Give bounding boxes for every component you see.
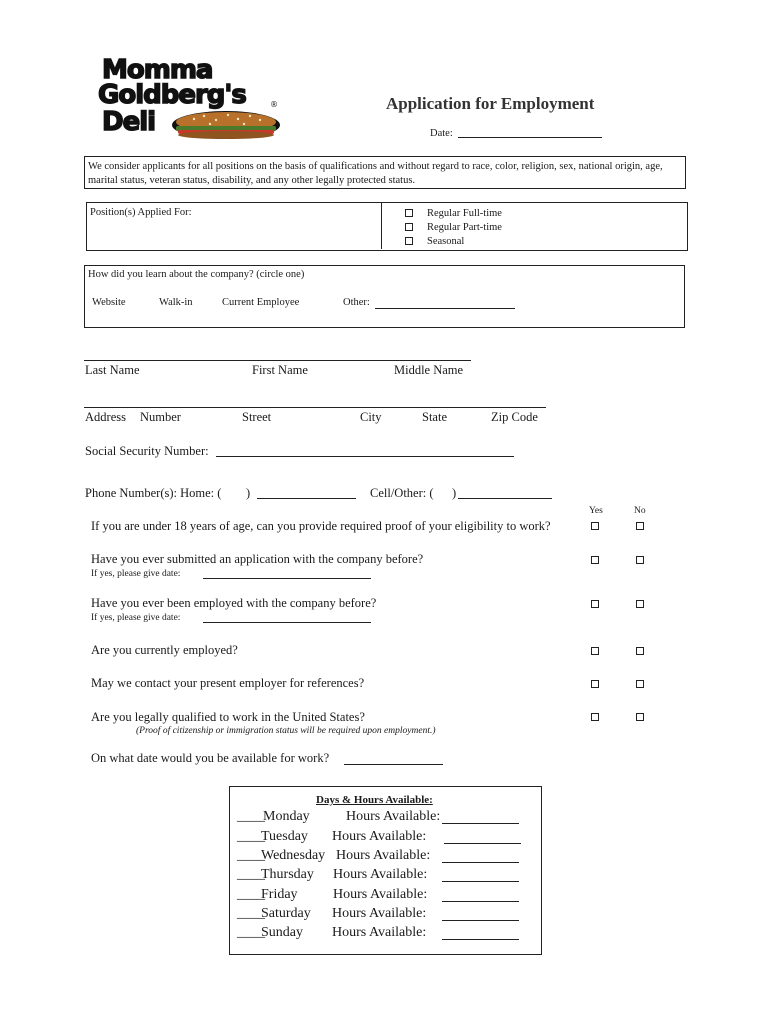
tuesday-blank[interactable]: ____ bbox=[237, 829, 265, 844]
q5-yes-checkbox[interactable] bbox=[591, 680, 599, 688]
ssn-label: Social Security Number: bbox=[85, 444, 209, 458]
q6-yes-checkbox[interactable] bbox=[591, 713, 599, 721]
fulltime-checkbox[interactable] bbox=[405, 209, 413, 217]
availability-date-question: On what date would you be available for work? bbox=[91, 751, 330, 765]
sunday-label: Sunday bbox=[261, 925, 303, 940]
question-under-18: If you are under 18 years of age, can you provide required proof of your eligibility to work? bbox=[91, 519, 551, 533]
q4-no-checkbox[interactable] bbox=[636, 647, 644, 655]
tuesday-hours-label: Hours Available: bbox=[332, 829, 427, 844]
form-title: Application for Employment bbox=[386, 94, 595, 113]
question-employed-before: Have you ever been employed with the company before? bbox=[91, 596, 377, 610]
availability-date-field[interactable] bbox=[344, 764, 443, 765]
position-divider bbox=[381, 203, 382, 249]
monday-blank[interactable]: ____ bbox=[237, 809, 265, 824]
wednesday-label: Wednesday bbox=[261, 848, 326, 863]
address-field[interactable] bbox=[84, 407, 546, 408]
citizenship-note: (Proof of citizenship or immigration status will be required upon employment.) bbox=[136, 726, 436, 736]
cell-phone-label: Cell/Other: ( bbox=[370, 486, 434, 500]
company-logo bbox=[98, 55, 283, 141]
city-label: City bbox=[360, 410, 382, 424]
seasonal-label: Seasonal bbox=[427, 236, 465, 247]
notice-text: We consider applicants for all positions on the basis of qualifications and without regard to race, color, religion, sex, national origin, age, marital status, veteran status, disability, and any other legally protected status. bbox=[88, 161, 663, 186]
q2-yes-checkbox[interactable] bbox=[591, 556, 599, 564]
wednesday-blank[interactable]: ____ bbox=[237, 848, 265, 863]
q3-yes-checkbox[interactable] bbox=[591, 600, 599, 608]
sunday-hours-label: Hours Available: bbox=[332, 925, 427, 940]
q3-date-label: If yes, please give date: bbox=[91, 613, 181, 623]
parttime-label: Regular Part-time bbox=[427, 222, 502, 233]
referral-other-field[interactable] bbox=[375, 308, 515, 309]
saturday-blank[interactable]: ____ bbox=[237, 906, 265, 921]
zip-label: Zip Code bbox=[491, 410, 538, 424]
q6-no-checkbox[interactable] bbox=[636, 713, 644, 721]
day-row-tuesday bbox=[237, 829, 427, 845]
days-hours-title: Days & Hours Available: bbox=[316, 794, 433, 806]
thursday-label: Thursday bbox=[261, 867, 314, 882]
tuesday-label: Tuesday bbox=[261, 829, 308, 844]
friday-hours-field[interactable] bbox=[442, 901, 519, 902]
date-field[interactable] bbox=[458, 137, 602, 138]
tuesday-hours-field[interactable] bbox=[444, 843, 521, 844]
fulltime-label: Regular Full-time bbox=[427, 208, 502, 219]
sunday-blank[interactable]: ____ bbox=[237, 925, 265, 940]
referral-question: How did you learn about the company? (circle one) bbox=[88, 269, 305, 280]
state-label: State bbox=[422, 410, 447, 424]
q2-no-checkbox[interactable] bbox=[636, 556, 644, 564]
name-field[interactable] bbox=[84, 360, 471, 361]
monday-label: Monday bbox=[263, 809, 310, 824]
q1-yes-checkbox[interactable] bbox=[591, 522, 599, 530]
friday-hours-label: Hours Available: bbox=[333, 887, 428, 902]
q1-no-checkbox[interactable] bbox=[636, 522, 644, 530]
day-row-wednesday bbox=[237, 848, 431, 864]
home-phone-label: Phone Number(s): Home: ( bbox=[85, 486, 222, 500]
ssn-field[interactable] bbox=[216, 456, 514, 457]
q2-date-label: If yes, please give date: bbox=[91, 569, 181, 579]
first-name-label: First Name bbox=[252, 363, 308, 377]
cell-phone-close: ) bbox=[452, 486, 457, 500]
question-legally-qualified: Are you legally qualified to work in the United States? bbox=[91, 710, 365, 724]
friday-label: Friday bbox=[261, 887, 298, 902]
thursday-hours-label: Hours Available: bbox=[333, 867, 428, 882]
day-row-monday bbox=[237, 809, 441, 825]
seasonal-checkbox[interactable] bbox=[405, 237, 413, 245]
position-section bbox=[86, 202, 688, 251]
middle-name-label: Middle Name bbox=[394, 363, 464, 377]
no-header: No bbox=[634, 506, 646, 516]
referral-section bbox=[84, 265, 685, 328]
question-contact-employer: May we contact your present employer for references? bbox=[91, 676, 365, 690]
question-currently-employed: Are you currently employed? bbox=[91, 643, 238, 657]
sub-sandwich-icon bbox=[170, 107, 282, 141]
street-number-label: Number bbox=[140, 410, 181, 424]
referral-other-label: Other: bbox=[343, 297, 370, 308]
home-phone-close: ) bbox=[246, 486, 251, 500]
q3-no-checkbox[interactable] bbox=[636, 600, 644, 608]
date-label: Date: bbox=[430, 128, 453, 139]
referral-choice-employee[interactable]: Current Employee bbox=[222, 297, 300, 308]
day-row-sunday bbox=[237, 925, 427, 941]
monday-hours-label: Hours Available: bbox=[346, 809, 441, 824]
q4-yes-checkbox[interactable] bbox=[591, 647, 599, 655]
sunday-hours-field[interactable] bbox=[442, 939, 519, 940]
saturday-label: Saturday bbox=[261, 906, 311, 921]
question-applied-before: Have you ever submitted an application with the company before? bbox=[91, 552, 424, 566]
q3-date-field[interactable] bbox=[203, 622, 371, 623]
q2-date-field[interactable] bbox=[203, 578, 371, 579]
parttime-checkbox[interactable] bbox=[405, 223, 413, 231]
saturday-hours-field[interactable] bbox=[442, 920, 519, 921]
monday-hours-field[interactable] bbox=[442, 823, 519, 824]
saturday-hours-label: Hours Available: bbox=[332, 906, 427, 921]
referral-choice-website[interactable]: Website bbox=[92, 297, 126, 308]
day-row-friday bbox=[237, 887, 428, 903]
thursday-hours-field[interactable] bbox=[442, 881, 519, 882]
equal-opportunity-notice bbox=[84, 156, 686, 189]
logo-word-deli: Deli bbox=[102, 107, 156, 137]
home-phone-field[interactable] bbox=[257, 498, 356, 499]
address-label: Address bbox=[85, 410, 126, 424]
position-input[interactable] bbox=[87, 203, 381, 249]
day-row-saturday bbox=[237, 906, 427, 922]
registered-mark: ® bbox=[270, 100, 278, 109]
logo-word-momma: Momma bbox=[102, 55, 213, 85]
cell-phone-field[interactable] bbox=[458, 498, 552, 499]
thursday-blank[interactable]: ____ bbox=[237, 867, 265, 882]
position-label: Position(s) Applied For: bbox=[90, 207, 192, 218]
day-row-thursday bbox=[237, 867, 428, 883]
friday-blank[interactable]: ____ bbox=[237, 887, 265, 902]
wednesday-hours-field[interactable] bbox=[442, 862, 519, 863]
wednesday-hours-label: Hours Available: bbox=[336, 848, 431, 863]
logo-word-goldbergs: Goldberg's bbox=[98, 80, 246, 110]
yes-header: Yes bbox=[589, 506, 603, 516]
referral-choice-walkin[interactable]: Walk-in bbox=[159, 297, 193, 308]
street-label: Street bbox=[242, 410, 272, 424]
last-name-label: Last Name bbox=[85, 363, 140, 377]
q5-no-checkbox[interactable] bbox=[636, 680, 644, 688]
